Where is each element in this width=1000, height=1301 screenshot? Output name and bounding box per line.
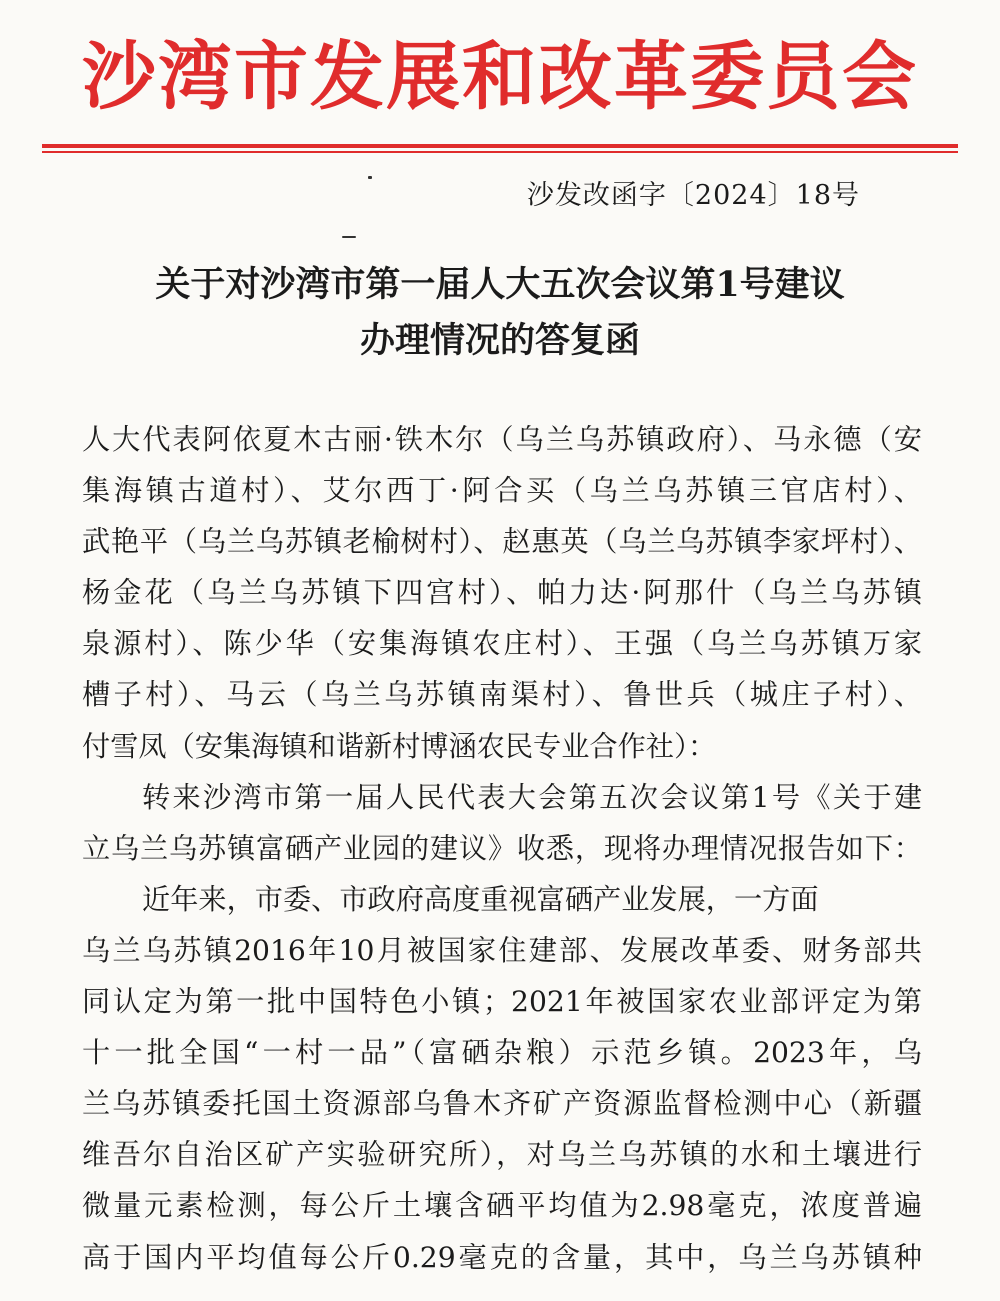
scan-speck <box>368 176 372 179</box>
body-line: 付雪凤（安集海镇和谐新村博涵农民专业合作社）： <box>82 729 717 763</box>
body-line: 集海镇古道村）、艾尔西丁·阿合买（乌兰乌苏镇三官店村）、 <box>82 474 922 508</box>
body-line: 微量元素检测，每公斤土壤含硒平均值为2.98毫克，浓度普遍 <box>82 1189 922 1223</box>
title-line-1: 关于对沙湾市第一届人大五次会议第1号建议 <box>155 264 845 305</box>
body-line: 兰乌苏镇委托国土资源部乌鲁木齐矿产资源监督检测中心（新疆 <box>82 1087 922 1121</box>
scan-speck <box>342 236 356 238</box>
letterhead-red-rule-thin <box>42 151 958 153</box>
body-line: 乌兰乌苏镇2016年10月被国家住建部、发展改革委、财务部共 <box>82 933 922 967</box>
body-line: 槽子村）、马云（乌兰乌苏镇南渠村）、鲁世兵（城庄子村）、 <box>82 678 922 712</box>
document-number: 沙发改函字〔2024〕18号 <box>526 180 860 211</box>
body-line: 杨金花（乌兰乌苏镇下四宫村）、帕力达·阿那什（乌兰乌苏镇 <box>82 576 922 610</box>
letterhead-red-rule-thick <box>42 144 958 148</box>
body-line: 人大代表阿依夏木古丽·铁木尔（乌兰乌苏镇政府）、马永德（安 <box>82 423 922 456</box>
body-line: 武艳平（乌兰乌苏镇老榆树村）、赵惠英（乌兰乌苏镇李家坪村）、 <box>82 525 922 559</box>
body-line: 十一批全国“一村一品”（富硒杂粮）示范乡镇。2023年，乌 <box>82 1036 922 1070</box>
body-line: 同认定为第一批中国特色小镇；2021年被国家农业部评定为第 <box>82 985 922 1019</box>
document-title <box>40 257 960 369</box>
body-line: 泉源村）、陈少华（安集海镇农庄村）、王强（乌兰乌苏镇万家 <box>82 627 922 661</box>
body-line: 转来沙湾市第一届人民代表大会第五次会议第1号《关于建 <box>142 780 922 814</box>
title-line-2: 办理情况的答复函 <box>359 320 640 361</box>
letterhead-org-name: 沙湾市发展和改革委员会 <box>82 34 918 120</box>
document-body <box>82 414 922 1283</box>
body-line: 维吾尔自治区矿产实验研究所），对乌兰乌苏镇的水和土壤进行 <box>82 1138 922 1172</box>
body-line: 立乌兰乌苏镇富硒产业园的建议》收悉，现将办理情况报告如下： <box>82 831 922 865</box>
body-line: 近年来，市委、市政府高度重视富硒产业发展，一方面 <box>142 882 819 916</box>
body-line: 高于国内平均值每公斤0.29毫克的含量，其中，乌兰乌苏镇种 <box>82 1240 922 1274</box>
